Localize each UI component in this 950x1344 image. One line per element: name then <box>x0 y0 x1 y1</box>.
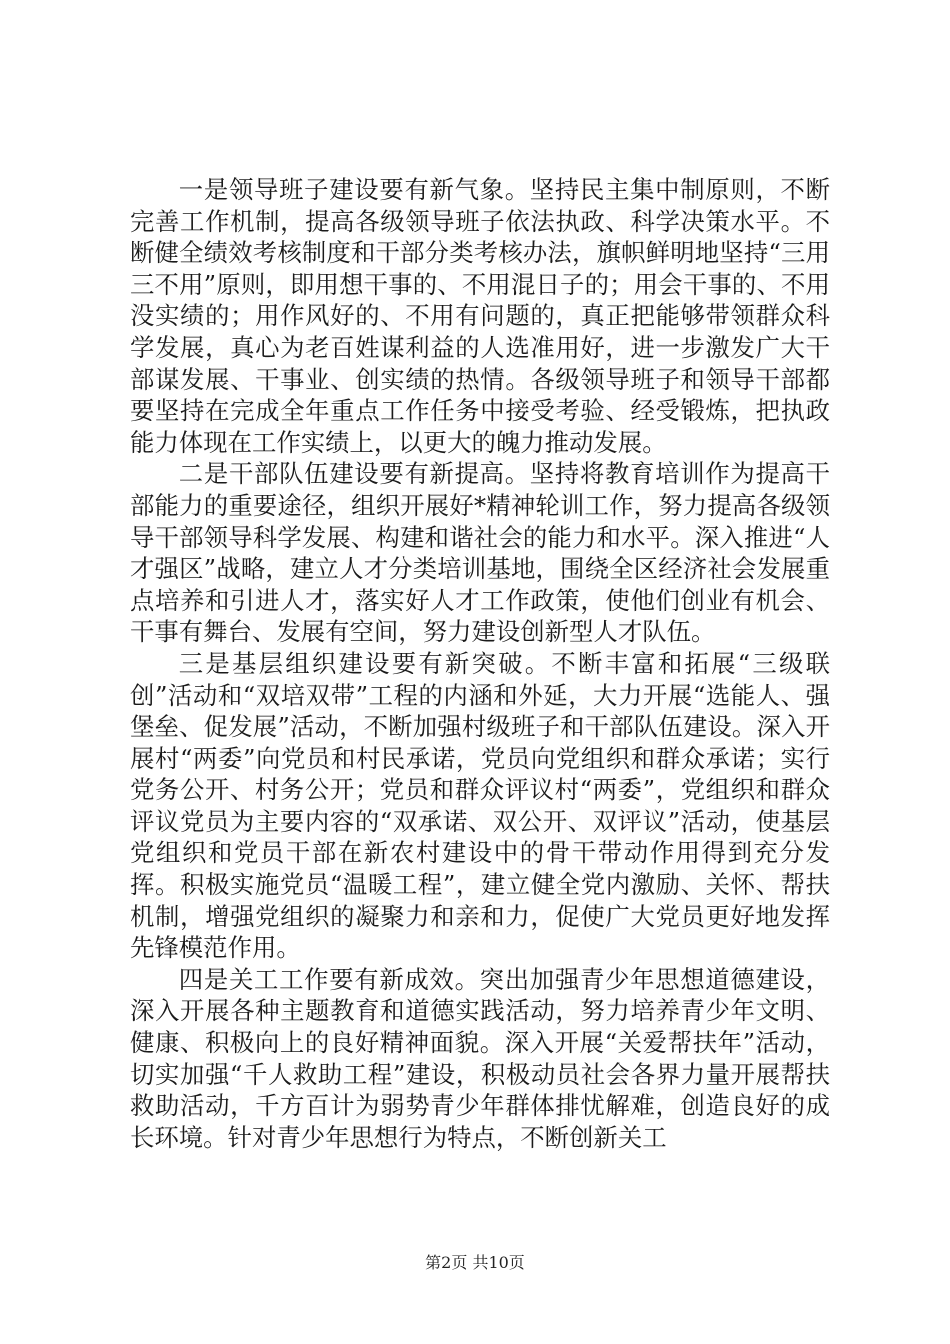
paragraph-youth-care: 四是关工工作要有新成效。突出加强青少年思想道德建设，深入开展各种主题教育和道德实践活动，努力培养青少年文明、健康、积极向上的良好精神面貌。深入开展“关爱帮扶年”活动，切实加强“千人救助工程”建设，积极动员社会各界力量开展帮扶救助活动，千方百计为弱势青少年群体排忧解难，创造良好的成长环境。针对青少年思想行为特点，不断创新关工 <box>130 964 830 1152</box>
paragraph-leadership: 一是领导班子建设要有新气象。坚持民主集中制原则，不断完善工作机制，提高各级领导班子依法执政、科学决策水平。不断健全绩效考核制度和干部分类考核办法，旗帜鲜明地坚持“三用三不用”原则，即用想干事的、不用混日子的；用会干事的、不用没实绩的；用作风好的、不用有问题的，真正把能够带领群众科学发展，真心为老百姓谋利益的人选准用好，进一步激发广大干部谋发展、干事业、创实绩的热情。各级领导班子和领导干部都要坚持在完成全年重点工作任务中接受考验、经受锻炼，把执政能力体现在工作实绩上，以更大的魄力推动发展。 <box>130 175 830 457</box>
paragraph-grassroots: 三是基层组织建设要有新突破。不断丰富和拓展“三级联创”活动和“双培双带”工程的内涵和外延，大力开展“选能人、强堡垒、促发展”活动，不断加强村级班子和干部队伍建设。深入开展村“两委”向党员和村民承诺，党员向党组织和群众承诺；实行党务公开、村务公开；党员和群众评议村“两委”，党组织和群众评议党员为主要内容的“双承诺、双公开、双评议”活动，使基层党组织和党员干部在新农村建设中的骨干带动作用得到充分发挥。积极实施党员“温暖工程”，建立健全党内激励、关怀、帮扶机制，增强党组织的凝聚力和亲和力，促使广大党员更好地发挥先锋模范作用。 <box>130 648 830 963</box>
document-body <box>130 174 830 1153</box>
page-number-footer: 第2页 共10页 <box>425 1253 525 1272</box>
paragraph-cadre-team: 二是干部队伍建设要有新提高。坚持将教育培训作为提高干部能力的重要途径，组织开展好*精神轮训工作，努力提高各级领导干部领导科学发展、构建和谐社会的能力和水平。深入推进“人才强区”战略，建立人才分类培训基地，围绕全区经济社会发展重点培养和引进人才，落实好人才工作政策，使他们创业有机会、干事有舞台、发展有空间，努力建设创新型人才队伍。 <box>130 459 830 647</box>
